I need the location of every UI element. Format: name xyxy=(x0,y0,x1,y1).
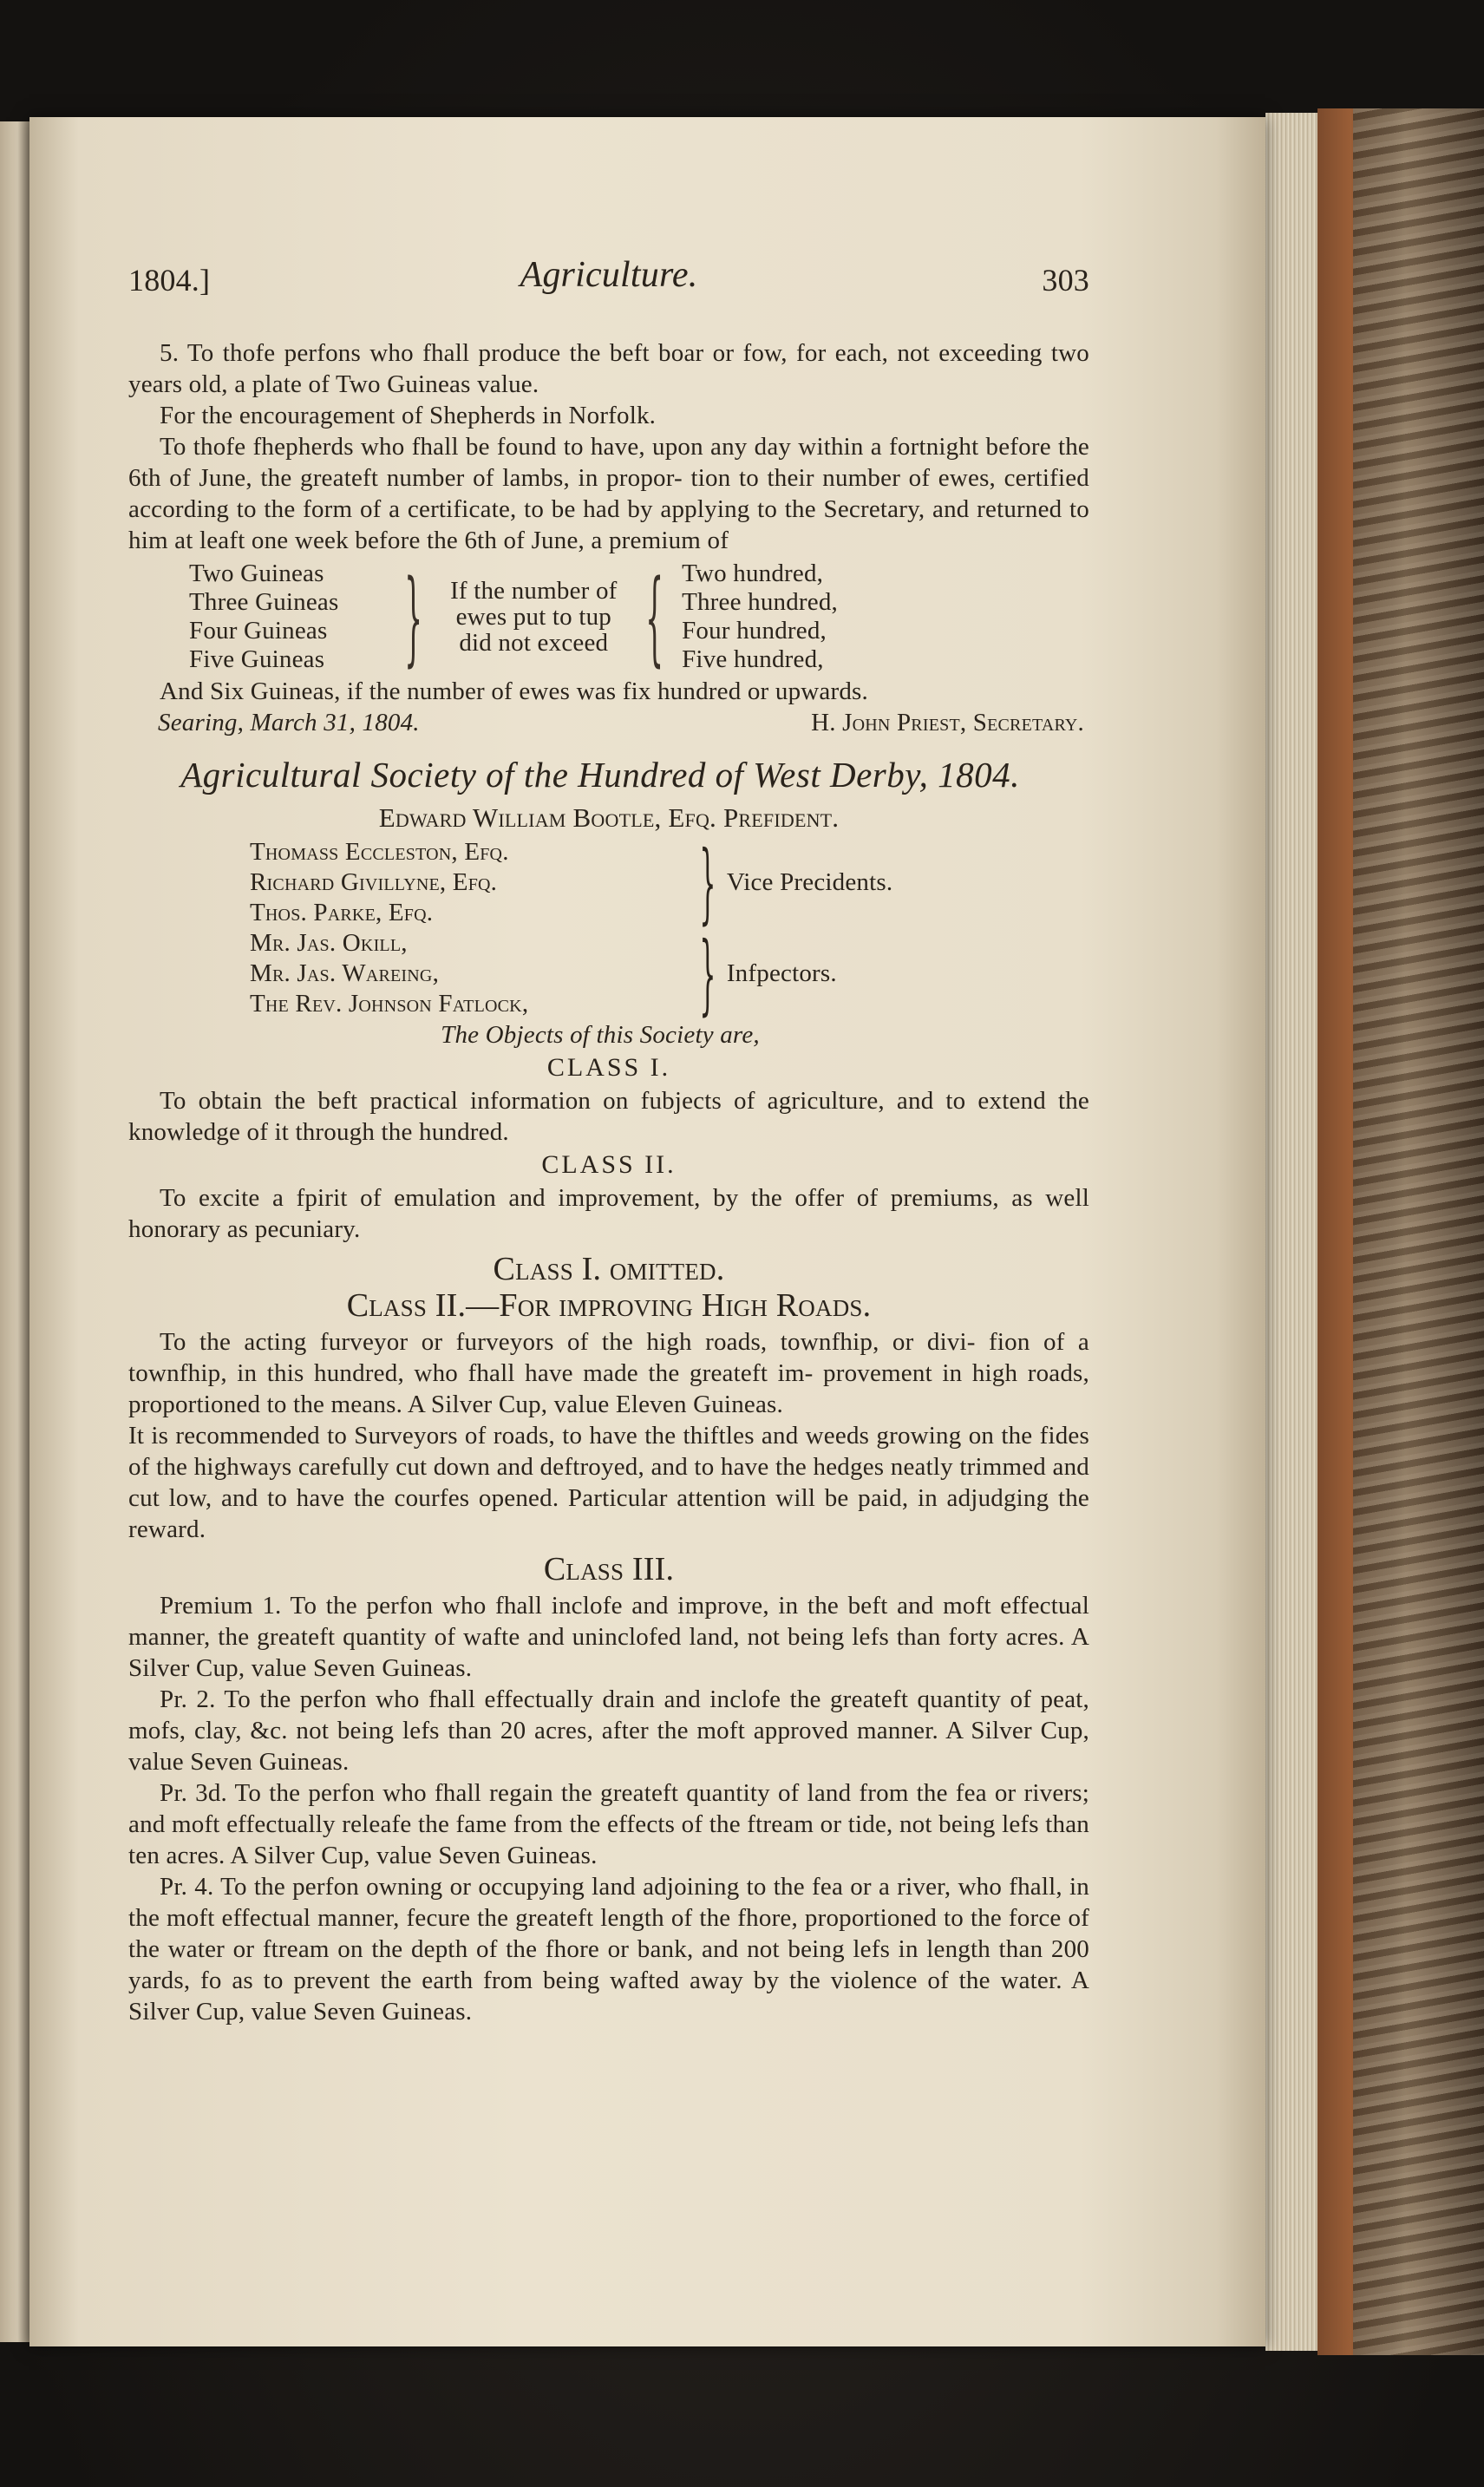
premium-one: Premium 1. To the perfon who fhall inclofe and improve, in the beft and moft effectual manner, the greateft quantity of wafte and uninclofed land, not being lefs than forty acres. A Silver Cup, value Seven Guineas. xyxy=(128,1592,1089,1682)
inspector: The Rev. Johnson Fatlock, xyxy=(250,990,529,1018)
ewe-count: Four hundred, xyxy=(682,617,827,645)
class-one-text: To obtain the beft practical information on fubjects of agriculture, and to extend the knowledge of it through the hundred. xyxy=(128,1087,1089,1146)
officers-list xyxy=(250,831,1089,1024)
officer-brace: } xyxy=(699,922,716,1024)
inspectors-label: Infpectors. xyxy=(726,959,837,987)
shepherds-heading: For the encouragement of Shepherds in Norfolk. xyxy=(160,402,657,429)
premium-amount: Four Guineas xyxy=(189,617,328,645)
premium-amounts xyxy=(189,560,339,674)
inspector: Mr. Jas. Wareing, xyxy=(250,959,440,987)
vice-president: Richard Givillyne, Efq. xyxy=(250,868,498,896)
paragraph-shepherds: To thofe fhepherds who fhall be found to have, upon any day within a fortnight before the 6th of June, the greateft number of lambs, in propor- tion to their number of ewes, certified according to the form of a certificate, to be had by applying to the Secretary, and returned to him at leaft one week before the 6th of June, a premium of xyxy=(128,433,1089,554)
running-header xyxy=(128,255,1089,310)
vice-presidents-label: Vice Precidents. xyxy=(726,868,893,896)
class-three-title xyxy=(128,1551,1089,1587)
class-one-label: CLASS I. xyxy=(546,1053,671,1082)
roads-paragraph: To the acting furveyor or furveyors of the high roads, townfhip, or divi- fion of a townfhip, in this hundred, who fhall have made the greateft im- provement in high roads, proportioned to the means. A Silver Cup, value Eleven Guineas. xyxy=(128,1328,1089,1418)
premium-amount: Three Guineas xyxy=(189,588,339,616)
class-one-omitted xyxy=(128,1253,1089,1285)
ewe-count: Five hundred, xyxy=(682,645,824,673)
ewe-count: Three hundred, xyxy=(682,588,839,616)
class-three-title-text: Class III. xyxy=(543,1551,675,1587)
vice-president: Thomass Eccleston, Efq. xyxy=(250,838,509,866)
roads-recommendation: It is recommended to Surveyors of roads, to have the thiftles and weeds growing on the fides of the highways carefully cut down and deftroyed, and to have the hedges neatly trimmed and cut low, and to have the courfes opened. Particular attention will be paid, in adjudging the reward. xyxy=(128,1422,1089,1543)
page-content xyxy=(128,255,1089,2027)
class-two-text: To excite a fpirit of emulation and improvement, by the offer of premiums, as well honorary as pecuniary. xyxy=(128,1184,1089,1243)
place-date: Searing, March 31, 1804. xyxy=(158,709,420,736)
six-guineas-line: And Six Guineas, if the number of ewes was fix hundred or upwards. xyxy=(160,677,868,705)
roads-class-title-text: Class II.—For improving High Roads. xyxy=(346,1287,872,1324)
class-two-label: CLASS II. xyxy=(541,1150,677,1179)
premium-two: Pr. 2. To the perfon who fhall effectually drain and inclofe the greateft quantity of peat, mofs, clay, &c. not being lefs than 20 acres, after the moft approved manner. A Silver Cup, value Seven Guineas. xyxy=(128,1685,1089,1776)
premium-table xyxy=(189,557,1089,677)
page-stack-edge xyxy=(1265,113,1317,2351)
president: Edward William Bootle, Efq. Prefident. xyxy=(378,802,840,833)
paragraph-boar-premium: 5. To thofe perfons who fhall produce the beft boar or fow, for each, not exceeding two years old, a plate of Two Guineas value. xyxy=(128,339,1089,398)
premium-three: Pr. 3d. To the perfon who fhall regain the greateft quantity of land from the fea or rivers; and moft effectually releafe the fame from the effects of the ftream or tide, not being lefs than ten acres. A Silver Cup, value Seven Guineas. xyxy=(128,1779,1089,1869)
signature-row xyxy=(128,707,1089,738)
ewe-counts xyxy=(682,560,838,674)
secretary-signature: H. John Priest, Secretary. xyxy=(811,709,1084,736)
ewe-count: Two hundred, xyxy=(682,560,824,587)
society-title: Agricultural Society of the Hundred of West Derby, 1804. xyxy=(180,755,1020,795)
objects-heading: The Objects of this Society are, xyxy=(441,1021,760,1049)
inspector: Mr. Jas. Okill, xyxy=(250,929,408,957)
vice-president: Thos. Parke, Efq. xyxy=(250,899,434,926)
officer-brace: } xyxy=(699,831,716,933)
inspectors-group xyxy=(250,922,1089,1024)
page-number: 303 xyxy=(1042,263,1089,298)
right-brace: } xyxy=(403,557,422,677)
premium-four: Pr. 4. To the perfon owning or occupying land adjoining to the fea or a river, who fhall, in the moft effectual manner, fecure the greateft length of the fhore, proportioned to the force of the water or ftream on the depth of the fhore or bank, and not being lefs in length than 200 yards, fo as to prevent the earth from being wafted away by the violence of the water. A Silver Cup, value Seven Guineas. xyxy=(128,1873,1089,2026)
header-section: Agriculture. xyxy=(520,255,698,295)
vice-presidents-group xyxy=(250,831,1089,933)
roads-class-title xyxy=(128,1287,1089,1324)
left-brace: { xyxy=(644,557,664,677)
ewe-condition: If the number of ewes put to tup did not exceed xyxy=(450,577,618,657)
premium-amount: Five Guineas xyxy=(189,645,325,673)
header-year: 1804.] xyxy=(128,263,211,298)
marbled-cover xyxy=(1353,108,1484,2355)
premium-amount: Two Guineas xyxy=(189,560,324,587)
class-one-omitted-text: Class I. omitted. xyxy=(493,1251,725,1287)
facing-page-edge xyxy=(0,121,29,2342)
